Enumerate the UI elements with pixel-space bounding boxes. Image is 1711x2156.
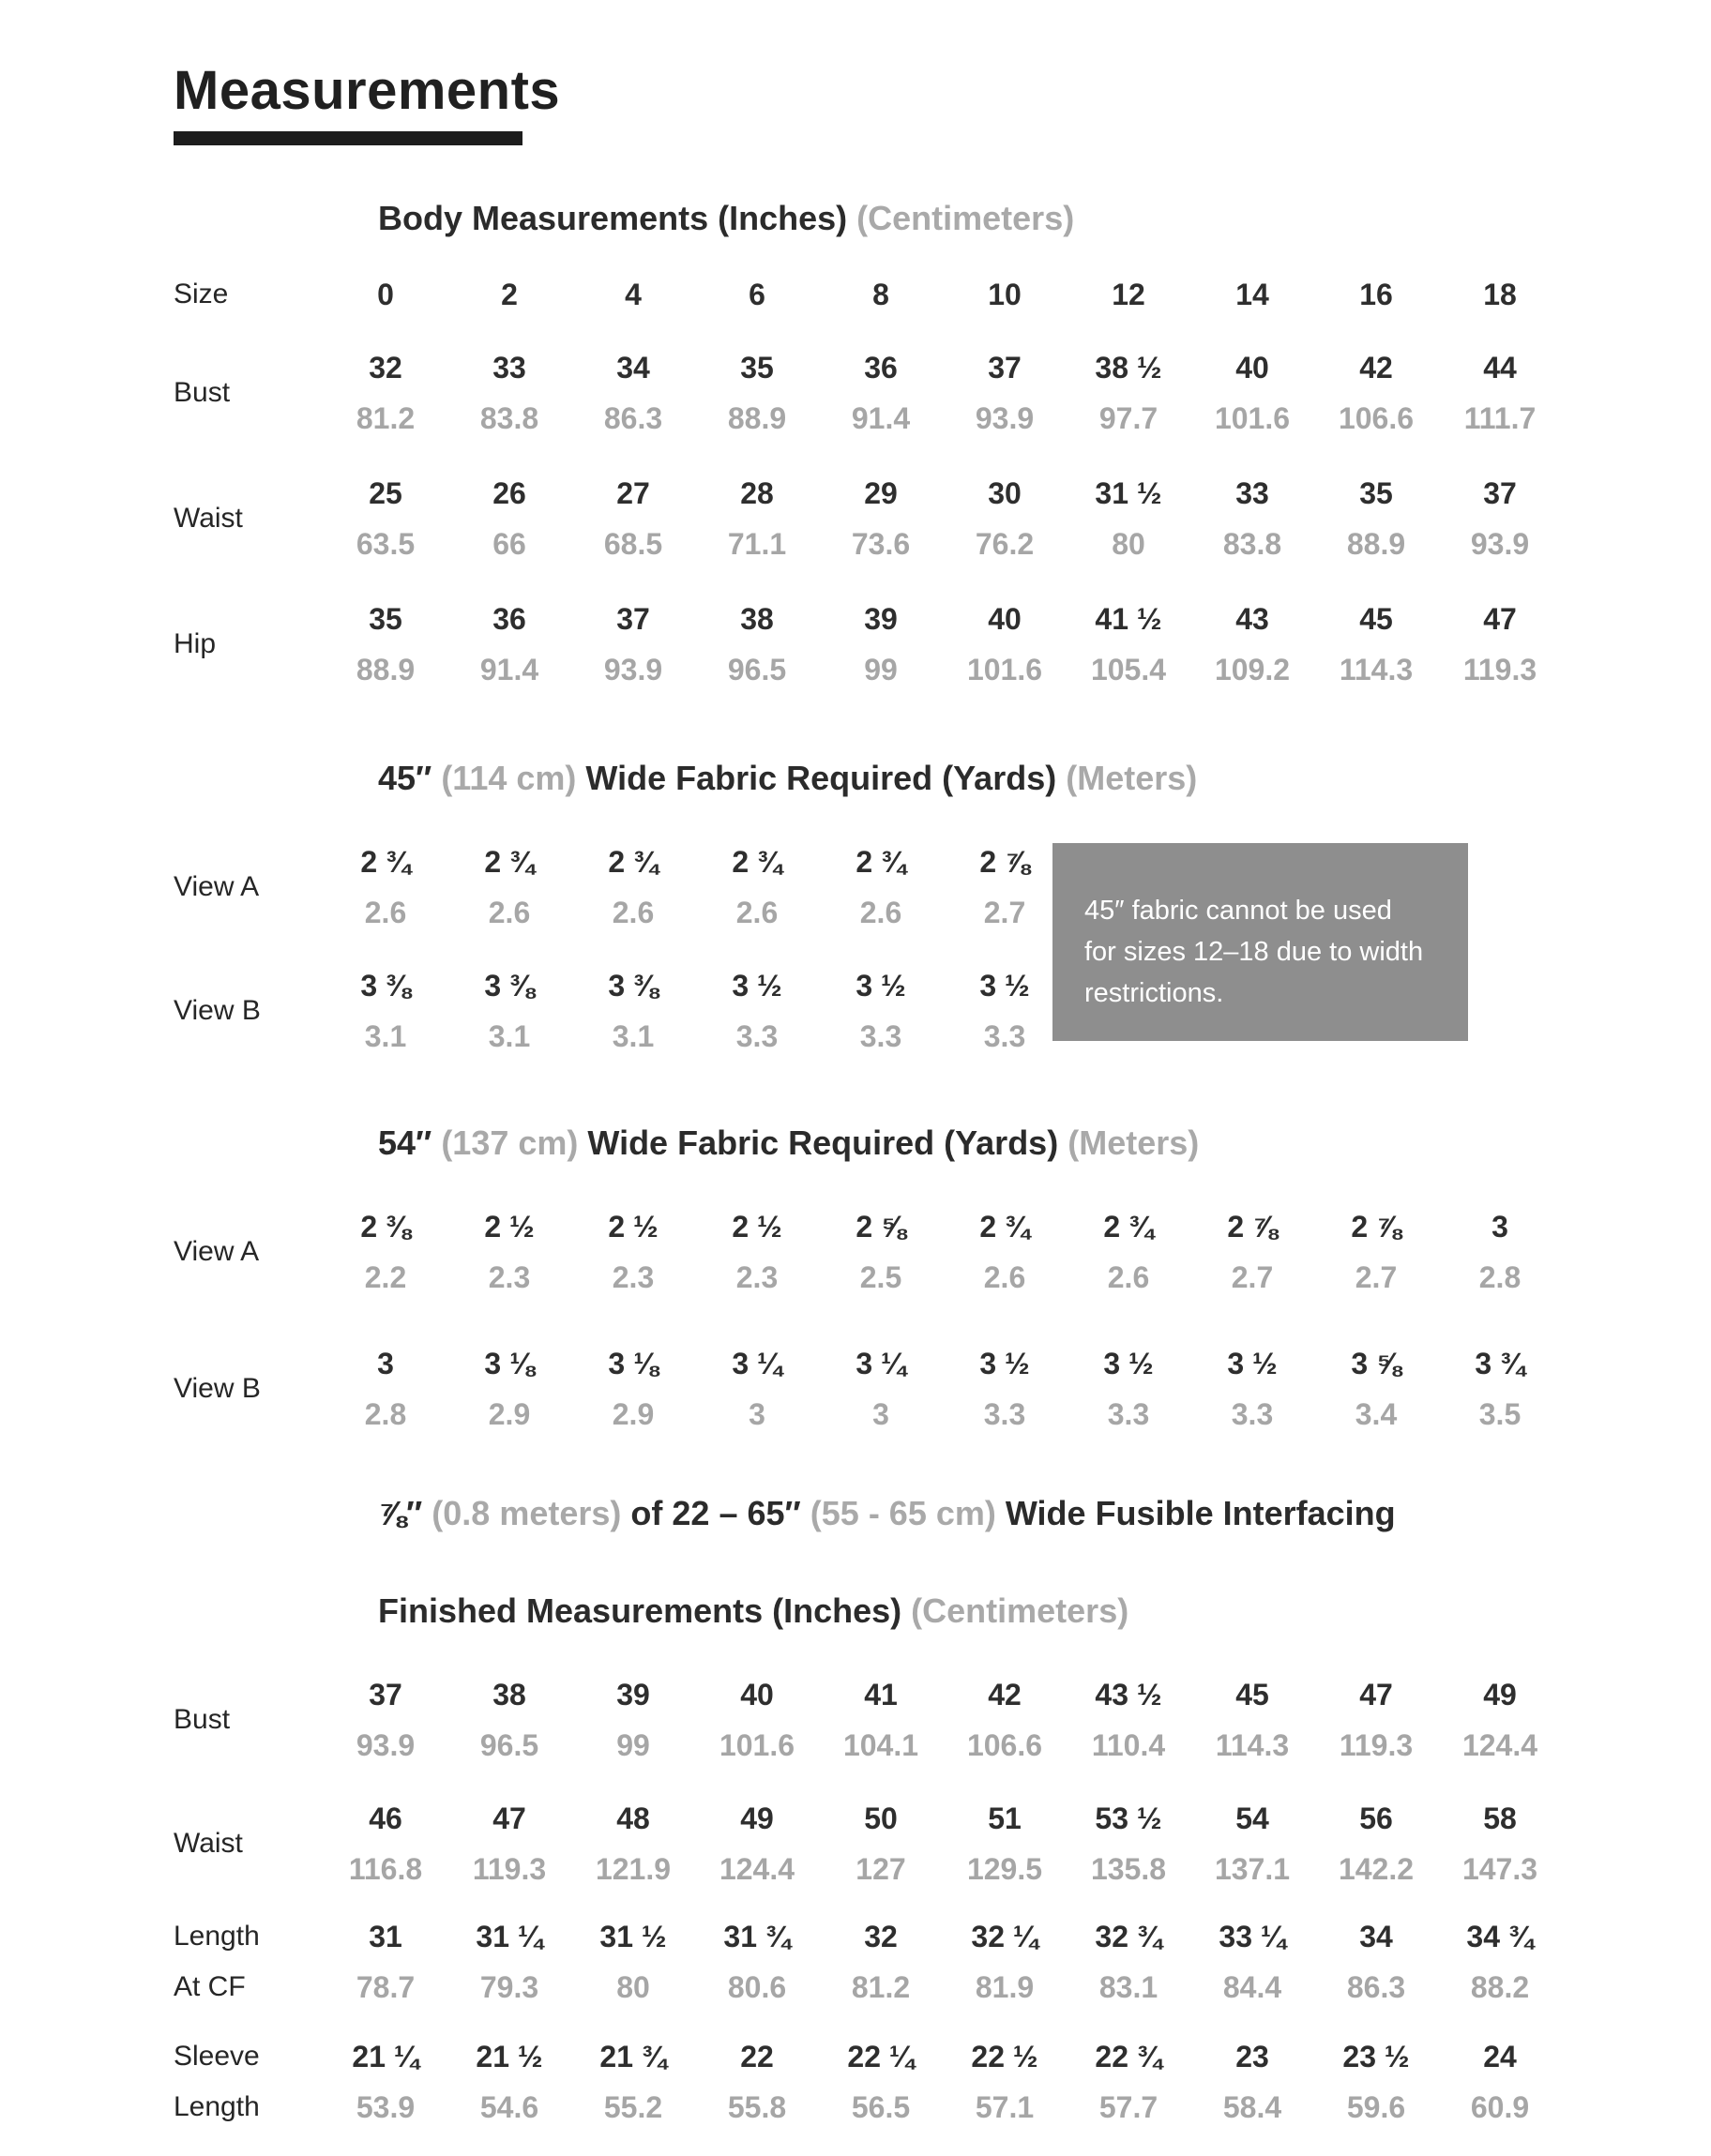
heading-main: Wide Fabric Required (Yards) — [587, 1123, 1059, 1162]
value-cell: 35 — [740, 351, 774, 384]
value-cell: 42 — [988, 1678, 1022, 1711]
value-cell: 12 — [1112, 278, 1145, 311]
inches-values — [324, 600, 1562, 638]
value-cell: 96.5 — [479, 1728, 539, 1762]
row-label: Waist — [174, 1828, 243, 1859]
value-cell: 16 — [1359, 278, 1393, 311]
value-cell: 105.4 — [1090, 653, 1167, 686]
value-cell: 93.9 — [603, 653, 663, 686]
value-cell: 97.7 — [1098, 401, 1158, 435]
value-cell: 93.9 — [975, 401, 1035, 435]
value-cell: 53 ½ — [1095, 1802, 1162, 1835]
page-title: Measurements — [174, 60, 561, 121]
value-cell: 3 ½ — [732, 969, 782, 1003]
value-cell: 39 — [616, 1678, 650, 1711]
value-cell: 119.3 — [1339, 1728, 1414, 1762]
value-cell: 37 — [616, 602, 650, 636]
value-cell: 30 — [988, 476, 1022, 510]
value-cell: 78.7 — [356, 1970, 416, 2004]
cm-values — [324, 1726, 1562, 1764]
value-cell: 91.4 — [479, 653, 539, 686]
heading-size-metric: (137 cm) — [441, 1123, 579, 1162]
value-cell: 129.5 — [966, 1852, 1043, 1886]
finished-measurements-heading — [378, 1591, 1711, 1631]
meters-values — [324, 1395, 1562, 1433]
value-cell: 31 ¼ — [476, 1920, 543, 1953]
value-cell: 2.2 — [364, 1260, 407, 1294]
value-cell: 40 — [740, 1678, 774, 1711]
value-cell: 2 — [501, 278, 518, 311]
value-cell: 2.6 — [612, 896, 655, 929]
value-cell: 18 — [1483, 278, 1517, 311]
value-cell: 83.8 — [479, 401, 539, 435]
value-cell: 2 ¾ — [484, 845, 535, 879]
table-row-finished-waist — [174, 1800, 1711, 1888]
value-cell: 59.6 — [1346, 2090, 1406, 2124]
value-cell: 3.3 — [1107, 1397, 1150, 1431]
value-cell: 124.4 — [1461, 1728, 1538, 1762]
value-cell: 84.4 — [1222, 1970, 1282, 2004]
value-cell: 101.6 — [1214, 401, 1291, 435]
value-cell: 23 — [1235, 2040, 1269, 2073]
table-row-length-at-cf — [174, 1918, 1711, 2006]
value-cell: 0 — [377, 278, 394, 311]
row-label: Bust — [174, 377, 231, 408]
value-cell: 21 ¼ — [352, 2040, 419, 2073]
heading-alt-units: (Meters) — [1066, 759, 1198, 797]
value-cell: 71.1 — [727, 527, 787, 561]
value-cell: 41 ½ — [1095, 602, 1162, 636]
value-cell: 31 ½ — [599, 1920, 667, 1953]
value-cell: 116.8 — [348, 1852, 423, 1886]
cm-values — [324, 1968, 1562, 2006]
note-line: 45″ fabric cannot be used — [1084, 896, 1392, 926]
value-cell: 86.3 — [603, 401, 663, 435]
value-cell: 27 — [616, 476, 650, 510]
value-cell: 39 — [864, 602, 898, 636]
value-cell: 44 — [1483, 351, 1517, 384]
value-cell: 60.9 — [1470, 2090, 1530, 2124]
value-cell: 36 — [864, 351, 898, 384]
value-cell: 22 — [740, 2040, 774, 2073]
table-row-bust — [174, 349, 1711, 437]
value-cell: 40 — [988, 602, 1022, 636]
table-row-hip — [174, 600, 1711, 688]
value-cell: 135.8 — [1090, 1852, 1167, 1886]
value-cell: 110.4 — [1091, 1728, 1166, 1762]
fabric-54-section — [174, 1123, 1711, 1433]
value-cell: 3 — [872, 1397, 889, 1431]
value-cell: 31 ¾ — [723, 1920, 791, 1953]
value-cell: 3 ½ — [856, 969, 906, 1003]
size-values — [324, 276, 1562, 313]
value-cell: 38 — [492, 1678, 526, 1711]
value-cell: 24 — [1483, 2040, 1517, 2073]
value-cell: 4 — [625, 278, 642, 311]
value-cell: 86.3 — [1346, 1970, 1406, 2004]
value-cell: 37 — [1483, 476, 1517, 510]
table-row-waist — [174, 475, 1711, 563]
interfacing-range-metric: (55 - 65 cm) — [810, 1494, 996, 1532]
value-cell: 58 — [1483, 1802, 1517, 1835]
value-cell: 81.9 — [975, 1970, 1035, 2004]
value-cell: 35 — [369, 602, 402, 636]
value-cell: 29 — [864, 476, 898, 510]
value-cell: 48 — [616, 1802, 650, 1835]
value-cell: 3.3 — [1231, 1397, 1274, 1431]
fabric-45-rows — [174, 843, 1711, 1055]
row-label: Hip — [174, 628, 217, 659]
value-cell: 49 — [740, 1802, 774, 1835]
value-cell: 2 ¾ — [732, 845, 782, 879]
value-cell: 3 ¼ — [856, 1347, 906, 1380]
value-cell: 47 — [492, 1802, 526, 1835]
value-cell: 3 ⅜ — [484, 969, 535, 1003]
value-cell: 142.2 — [1338, 1852, 1415, 1886]
value-cell: 51 — [988, 1802, 1022, 1835]
note-line: restrictions. — [1084, 978, 1224, 1008]
value-cell: 109.2 — [1214, 653, 1291, 686]
value-cell: 35 — [1359, 476, 1393, 510]
fabric-45-heading — [378, 758, 1711, 798]
value-cell: 83.1 — [1098, 1970, 1158, 2004]
value-cell: 45 — [1235, 1678, 1269, 1711]
note-line: for sizes 12–18 due to width — [1084, 937, 1424, 967]
value-cell: 2.9 — [612, 1397, 655, 1431]
body-measurements-heading — [378, 198, 1711, 238]
row-label: View B — [174, 995, 261, 1026]
value-cell: 81.2 — [356, 401, 416, 435]
value-cell: 3.1 — [364, 1019, 407, 1053]
value-cell: 2 ⅝ — [856, 1210, 906, 1244]
value-cell: 2 ⅞ — [1227, 1210, 1278, 1244]
value-cell: 124.4 — [719, 1852, 795, 1886]
value-cell: 80 — [616, 1970, 650, 2004]
value-cell: 54.6 — [479, 2090, 539, 2124]
inches-values — [324, 475, 1562, 512]
row-label: Bust — [174, 1704, 231, 1735]
row-label: View B — [174, 1373, 261, 1404]
value-cell: 21 ½ — [476, 2040, 543, 2073]
value-cell: 3.3 — [735, 1019, 779, 1053]
value-cell: 3 ½ — [1103, 1347, 1154, 1380]
value-cell: 36 — [492, 602, 526, 636]
value-cell: 2 ¾ — [608, 845, 659, 879]
value-cell: 2 ⅜ — [360, 1210, 411, 1244]
value-cell: 3.5 — [1478, 1397, 1522, 1431]
value-cell: 3 — [1491, 1210, 1508, 1244]
size-row — [174, 276, 1711, 313]
value-cell: 2.8 — [364, 1397, 407, 1431]
value-cell: 91.4 — [851, 401, 911, 435]
value-cell: 3 ⅜ — [360, 969, 411, 1003]
value-cell: 33 — [1235, 476, 1269, 510]
value-cell: 3 — [749, 1397, 765, 1431]
heading-alt-units: (Centimeters) — [856, 199, 1075, 237]
value-cell: 2.5 — [859, 1260, 902, 1294]
row-label: Length At CF — [174, 1921, 260, 2002]
value-cell: 2.7 — [1231, 1260, 1274, 1294]
value-cell: 88.2 — [1470, 1970, 1530, 2004]
interfacing-range: of 22 – 65″ — [630, 1494, 801, 1532]
cm-values — [324, 1850, 1562, 1888]
value-cell: 3 ¼ — [732, 1347, 782, 1380]
value-cell: 3 ½ — [979, 1347, 1030, 1380]
value-cell: 37 — [988, 351, 1022, 384]
heading-size-metric: (114 cm) — [441, 759, 577, 797]
inches-values — [324, 1800, 1562, 1837]
value-cell: 31 ½ — [1095, 476, 1162, 510]
value-cell: 3.3 — [859, 1019, 902, 1053]
value-cell: 2.6 — [735, 896, 779, 929]
value-cell: 99 — [864, 653, 898, 686]
value-cell: 53.9 — [356, 2090, 416, 2124]
value-cell: 41 — [864, 1678, 898, 1711]
value-cell: 81.2 — [851, 1970, 911, 2004]
value-cell: 96.5 — [727, 653, 787, 686]
yards-values — [324, 1345, 1562, 1382]
value-cell: 40 — [1235, 351, 1269, 384]
table-row-view-b — [174, 1345, 1711, 1433]
value-cell: 47 — [1483, 602, 1517, 636]
value-cell: 3 ⅛ — [608, 1347, 659, 1380]
value-cell: 22 ¼ — [847, 2040, 915, 2073]
value-cell: 127 — [856, 1852, 906, 1886]
value-cell: 2 ¾ — [1103, 1210, 1154, 1244]
meters-values — [324, 1259, 1562, 1296]
interfacing-tail: Wide Fusible Interfacing — [1005, 1494, 1396, 1532]
heading-main: Finished Measurements (Inches) — [378, 1591, 902, 1630]
value-cell: 32 — [369, 351, 402, 384]
table-row-view-a — [174, 843, 1711, 931]
value-cell: 6 — [749, 278, 765, 311]
cm-values — [324, 651, 1562, 688]
value-cell: 83.8 — [1222, 527, 1282, 561]
value-cell: 106.6 — [1338, 401, 1415, 435]
value-cell: 34 ¾ — [1466, 1920, 1534, 1953]
value-cell: 42 — [1359, 351, 1393, 384]
inches-values — [324, 349, 1562, 386]
value-cell: 33 ¼ — [1219, 1920, 1286, 1953]
value-cell: 2.6 — [859, 896, 902, 929]
value-cell: 2.3 — [612, 1260, 655, 1294]
value-cell: 54 — [1235, 1802, 1269, 1835]
value-cell: 101.6 — [966, 653, 1043, 686]
value-cell: 119.3 — [472, 1852, 547, 1886]
interfacing-amount-metric: (0.8 meters) — [432, 1494, 622, 1532]
value-cell: 56 — [1359, 1802, 1393, 1835]
table-row-sleeve-length — [174, 2038, 1711, 2126]
value-cell: 47 — [1359, 1678, 1393, 1711]
value-cell: 58.4 — [1222, 2090, 1282, 2124]
value-cell: 56.5 — [851, 2090, 911, 2124]
value-cell: 2.3 — [735, 1260, 779, 1294]
value-cell: 2.6 — [488, 896, 531, 929]
value-cell: 21 ¾ — [599, 2040, 667, 2073]
fabric-width-note — [1052, 843, 1468, 1041]
value-cell: 46 — [369, 1802, 402, 1835]
value-cell: 104.1 — [842, 1728, 919, 1762]
value-cell: 3 ⅛ — [484, 1347, 535, 1380]
value-cell: 31 — [369, 1920, 402, 1953]
row-label: Sleeve Length — [174, 2041, 260, 2122]
value-cell: 3 ¾ — [1475, 1347, 1525, 1380]
value-cell: 63.5 — [356, 527, 416, 561]
value-cell: 3 ½ — [979, 969, 1030, 1003]
value-cell: 106.6 — [966, 1728, 1043, 1762]
value-cell: 57.7 — [1098, 2090, 1158, 2124]
table-row-finished-bust — [174, 1676, 1711, 1764]
value-cell: 3.1 — [612, 1019, 655, 1053]
cm-values — [324, 2088, 1562, 2126]
value-cell: 2.6 — [1107, 1260, 1150, 1294]
value-cell: 22 ½ — [971, 2040, 1038, 2073]
value-cell: 26 — [492, 476, 526, 510]
value-cell: 32 — [864, 1920, 898, 1953]
value-cell: 32 ¾ — [1095, 1920, 1162, 1953]
interfacing-note — [378, 1493, 1711, 1533]
value-cell: 23 ½ — [1342, 2040, 1410, 2073]
value-cell: 3 — [377, 1347, 394, 1380]
value-cell: 34 — [1359, 1920, 1393, 1953]
interfacing-amount: ⅞″ — [378, 1494, 423, 1532]
row-label: View A — [174, 871, 260, 902]
value-cell: 114.3 — [1215, 1728, 1290, 1762]
value-cell: 99 — [616, 1728, 650, 1762]
body-measurements-section — [174, 198, 1711, 688]
value-cell: 3 ⅜ — [608, 969, 659, 1003]
yards-values — [324, 1208, 1562, 1245]
value-cell: 43 ½ — [1095, 1678, 1162, 1711]
value-cell: 114.3 — [1339, 653, 1414, 686]
value-cell: 14 — [1235, 278, 1269, 311]
value-cell: 45 — [1359, 602, 1393, 636]
value-cell: 33 — [492, 351, 526, 384]
value-cell: 2 ½ — [732, 1210, 782, 1244]
value-cell: 50 — [864, 1802, 898, 1835]
value-cell: 38 ½ — [1095, 351, 1162, 384]
cm-values — [324, 525, 1562, 563]
inches-values — [324, 1918, 1562, 1955]
value-cell: 76.2 — [975, 527, 1035, 561]
row-label: Waist — [174, 503, 243, 534]
value-cell: 68.5 — [603, 527, 663, 561]
value-cell: 22 ¾ — [1095, 2040, 1162, 2073]
row-label: View A — [174, 1236, 260, 1267]
value-cell: 101.6 — [719, 1728, 795, 1762]
heading-size: 54″ — [378, 1123, 432, 1162]
value-cell: 2 ½ — [484, 1210, 535, 1244]
value-cell: 93.9 — [356, 1728, 416, 1762]
value-cell: 3.1 — [488, 1019, 531, 1053]
value-cell: 34 — [616, 351, 650, 384]
table-row-view-b — [174, 967, 1711, 1055]
value-cell: 73.6 — [851, 527, 911, 561]
value-cell: 43 — [1235, 602, 1269, 636]
value-cell: 3.4 — [1355, 1397, 1398, 1431]
value-cell: 79.3 — [479, 1970, 539, 2004]
value-cell: 2 ⅞ — [979, 845, 1030, 879]
value-cell: 80 — [1112, 527, 1145, 561]
value-cell: 2.3 — [488, 1260, 531, 1294]
value-cell: 2 ¾ — [979, 1210, 1030, 1244]
value-cell: 147.3 — [1461, 1852, 1538, 1886]
value-cell: 38 — [740, 602, 774, 636]
value-cell: 93.9 — [1470, 527, 1530, 561]
finished-measurements-section — [174, 1591, 1711, 2126]
heading-main: Body Measurements (Inches) — [378, 199, 848, 237]
value-cell: 2.6 — [364, 896, 407, 929]
heading-main: Wide Fabric Required (Yards) — [585, 759, 1057, 797]
value-cell: 2.7 — [1355, 1260, 1398, 1294]
value-cell: 121.9 — [595, 1852, 672, 1886]
value-cell: 25 — [369, 476, 402, 510]
value-cell: 3 ⅝ — [1351, 1347, 1401, 1380]
value-cell: 88.9 — [727, 401, 787, 435]
value-cell: 80.6 — [727, 1970, 787, 2004]
value-cell: 57.1 — [975, 2090, 1035, 2124]
value-cell: 2 ⅞ — [1351, 1210, 1401, 1244]
value-cell: 3.3 — [983, 1019, 1026, 1053]
value-cell: 55.2 — [603, 2090, 663, 2124]
value-cell: 2 ½ — [608, 1210, 659, 1244]
value-cell: 37 — [369, 1678, 402, 1711]
table-row-view-a — [174, 1208, 1711, 1296]
inches-values — [324, 1676, 1562, 1713]
heading-alt-units: (Centimeters) — [911, 1591, 1129, 1630]
value-cell: 2 ¾ — [360, 845, 411, 879]
value-cell: 28 — [740, 476, 774, 510]
fabric-54-heading — [378, 1123, 1711, 1163]
value-cell: 49 — [1483, 1678, 1517, 1711]
value-cell: 88.9 — [1346, 527, 1406, 561]
value-cell: 137.1 — [1214, 1852, 1291, 1886]
value-cell: 2 ¾ — [856, 845, 906, 879]
value-cell: 2.7 — [983, 896, 1026, 929]
value-cell: 55.8 — [727, 2090, 787, 2124]
value-cell: 2.8 — [1478, 1260, 1522, 1294]
inches-values — [324, 2038, 1562, 2075]
value-cell: 10 — [988, 278, 1022, 311]
value-cell: 2.6 — [983, 1260, 1026, 1294]
value-cell: 3.3 — [983, 1397, 1026, 1431]
value-cell: 66 — [492, 527, 526, 561]
size-row-label: Size — [174, 279, 229, 309]
value-cell: 2.9 — [488, 1397, 531, 1431]
value-cell: 119.3 — [1462, 653, 1537, 686]
title-underline — [174, 131, 522, 145]
heading-size: 45″ — [378, 759, 432, 797]
value-cell: 3 ½ — [1227, 1347, 1278, 1380]
value-cell: 111.7 — [1463, 401, 1537, 435]
fabric-45-section — [174, 758, 1711, 1055]
value-cell: 32 ¼ — [971, 1920, 1038, 1953]
heading-alt-units: (Meters) — [1067, 1123, 1200, 1162]
cm-values — [324, 400, 1562, 437]
value-cell: 88.9 — [356, 653, 416, 686]
value-cell: 8 — [872, 278, 889, 311]
